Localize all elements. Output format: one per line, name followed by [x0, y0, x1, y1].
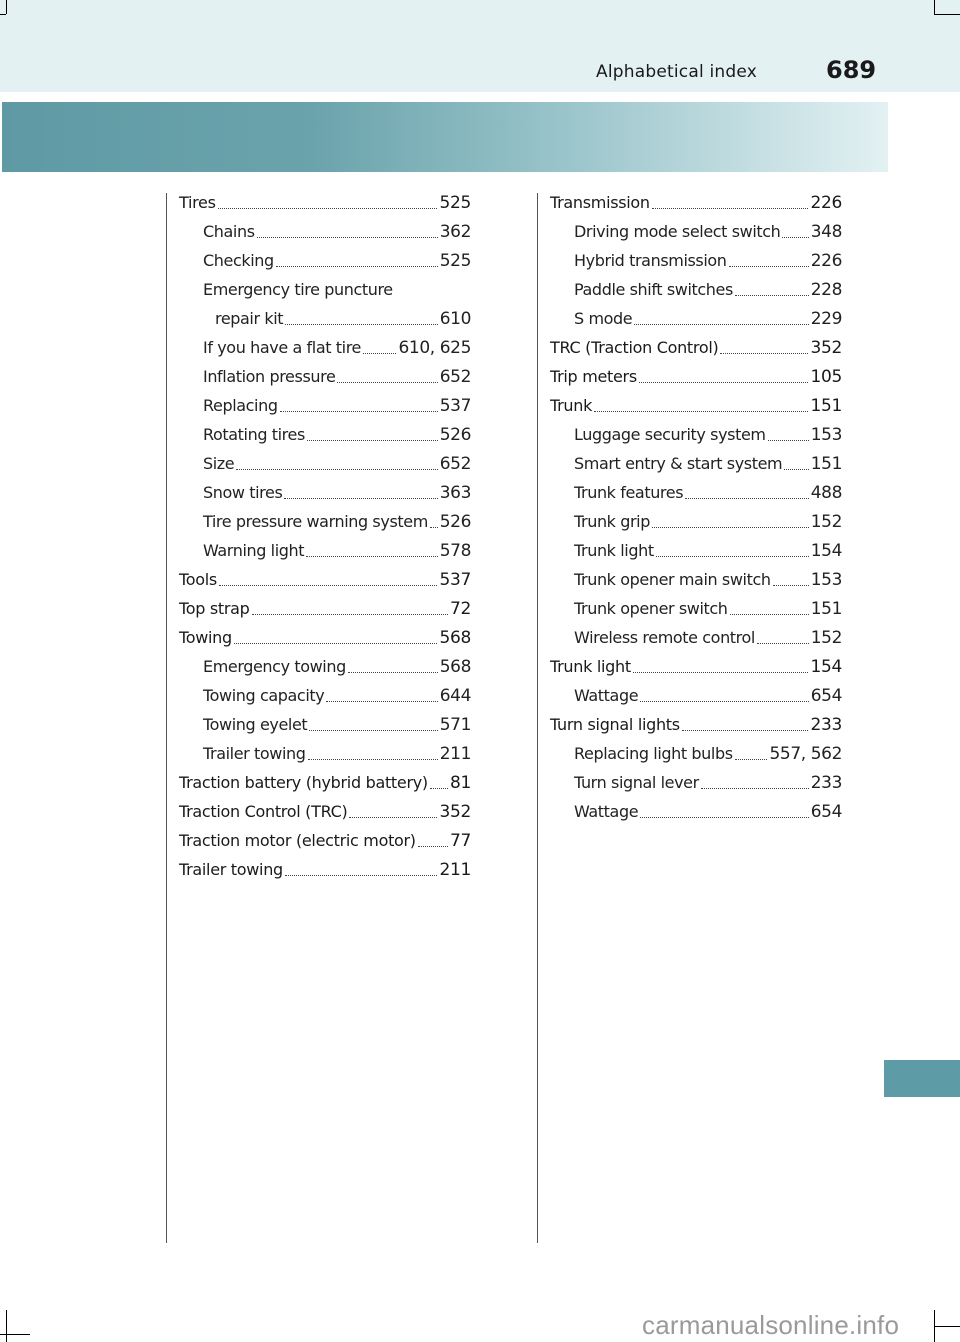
index-subentry: [550, 623, 842, 652]
header-band: [0, 0, 960, 92]
watermark: carmanualsonline.info: [642, 1310, 900, 1340]
entry-term: Paddle shift switches: [574, 280, 733, 299]
index-subentry: [179, 391, 471, 420]
index-subentry: [179, 449, 471, 478]
page-title: Alphabetical index: [596, 62, 757, 82]
entry-term: repair kit: [215, 309, 284, 328]
entry-term: Turn signal lights: [550, 715, 680, 734]
dot-leader: [720, 353, 808, 354]
dot-leader: [640, 817, 809, 818]
dot-leader: [219, 585, 438, 586]
dot-leader: [337, 382, 437, 383]
dot-leader: [782, 237, 808, 238]
crop-mark: [934, 1326, 960, 1327]
index-subentry: [179, 362, 471, 391]
page-reference[interactable]: 568: [439, 657, 471, 677]
dot-leader: [285, 324, 438, 325]
page-reference[interactable]: 233: [810, 773, 842, 793]
entry-term: Tires: [179, 193, 216, 212]
page-reference[interactable]: 226: [810, 251, 842, 271]
index-subentry: [550, 507, 842, 536]
index-entry: [179, 826, 471, 855]
page-reference[interactable]: 348: [810, 222, 842, 242]
index-subentry: [550, 739, 842, 768]
entry-term: Hybrid transmission: [574, 251, 727, 270]
entry-term: Top strap: [179, 599, 250, 618]
index-column-left: [179, 188, 471, 884]
page-reference[interactable]: 211: [439, 860, 471, 880]
entry-term: Trunk: [550, 396, 593, 415]
entry-term: Transmission: [550, 193, 650, 212]
index-column-right: [550, 188, 842, 826]
entry-term: S mode: [574, 309, 633, 328]
dot-leader: [430, 788, 448, 789]
crop-mark: [934, 0, 935, 14]
dot-leader: [234, 643, 438, 644]
index-subentry: [550, 478, 842, 507]
page-reference[interactable]: 525: [439, 251, 471, 271]
dot-leader: [252, 614, 448, 615]
entry-term: Trunk opener main switch: [574, 570, 771, 589]
index-subentry: [179, 681, 471, 710]
entry-term: Trip meters: [550, 367, 637, 386]
index-subentry: [179, 333, 471, 362]
entry-term: Trunk light: [574, 541, 654, 560]
page-reference[interactable]: 152: [810, 628, 842, 648]
page-reference[interactable]: 362: [439, 222, 471, 242]
index-entry: [179, 797, 471, 826]
entry-term: Wattage: [574, 802, 639, 821]
dot-leader: [634, 324, 809, 325]
page-reference[interactable]: 233: [810, 715, 842, 735]
index-subentry: [550, 681, 842, 710]
index-subentry: [179, 507, 471, 536]
entry-term: Towing capacity: [203, 686, 325, 705]
page-reference[interactable]: 537: [439, 396, 471, 416]
index-subentry: [550, 217, 842, 246]
index-subentry: [550, 594, 842, 623]
index-entry: [550, 333, 842, 362]
dot-leader: [348, 672, 438, 673]
entry-term: Wireless remote control: [574, 628, 755, 647]
dot-leader: [768, 440, 809, 441]
dot-leader: [633, 672, 809, 673]
page-reference[interactable]: 526: [439, 512, 471, 532]
index-entry: [550, 391, 842, 420]
page-reference[interactable]: 72: [449, 599, 471, 619]
page-reference[interactable]: 568: [439, 628, 471, 648]
entry-term: Trunk opener switch: [574, 599, 728, 618]
entry-term: Traction battery (hybrid battery): [179, 773, 428, 792]
entry-term: Smart entry & start system: [574, 454, 783, 473]
dot-leader: [218, 208, 438, 209]
entry-term: Emergency towing: [203, 657, 346, 676]
page-reference[interactable]: 571: [439, 715, 471, 735]
entry-term: Traction Control (TRC): [179, 802, 348, 821]
dot-leader: [639, 382, 809, 383]
entry-term: Towing: [179, 628, 232, 647]
entry-term: Emergency tire puncture: [203, 280, 393, 299]
page-reference[interactable]: 610, 625: [398, 338, 471, 358]
dot-leader: [757, 643, 809, 644]
dot-leader: [652, 208, 809, 209]
index-subentry: [550, 449, 842, 478]
entry-term: Traction motor (electric motor): [179, 831, 416, 850]
dot-leader: [349, 817, 437, 818]
index-entry: [179, 188, 471, 217]
dot-leader: [257, 237, 438, 238]
dot-leader: [306, 556, 438, 557]
dot-leader: [285, 875, 438, 876]
entry-term: If you have a flat tire: [203, 338, 361, 357]
crop-mark: [0, 14, 6, 15]
page-reference[interactable]: 211: [439, 744, 471, 764]
index-entry: [179, 768, 471, 797]
dot-leader: [307, 440, 438, 441]
dot-leader: [430, 527, 438, 528]
index-subentry: [179, 275, 471, 304]
entry-term: Trunk features: [574, 483, 684, 502]
crop-mark: [934, 14, 960, 15]
index-entry: [179, 855, 471, 884]
crop-mark: [6, 0, 7, 14]
page-reference[interactable]: 644: [439, 686, 471, 706]
index-subentry: [179, 739, 471, 768]
crop-mark: [934, 1310, 935, 1342]
entry-term: TRC (Traction Control): [550, 338, 719, 357]
section-banner: [2, 102, 888, 172]
entry-term: Replacing light bulbs: [574, 744, 733, 763]
dot-leader: [326, 701, 437, 702]
dot-leader: [682, 730, 809, 731]
page-reference[interactable]: 654: [810, 802, 842, 822]
index-subentry: [550, 246, 842, 275]
dot-leader: [276, 266, 438, 267]
index-subentry: [179, 710, 471, 739]
entry-term: Tools: [179, 570, 217, 589]
page-reference[interactable]: 363: [439, 483, 471, 503]
entry-term: Size: [203, 454, 235, 473]
index-subentry: [550, 797, 842, 826]
dot-leader: [308, 759, 438, 760]
page-reference[interactable]: 151: [810, 454, 842, 474]
page-reference[interactable]: 537: [439, 570, 471, 590]
dot-leader: [363, 353, 396, 354]
dot-leader: [685, 498, 809, 499]
page-reference[interactable]: 77: [449, 831, 471, 851]
dot-leader: [784, 469, 809, 470]
page-reference[interactable]: 352: [810, 338, 842, 358]
index-subentry: [179, 304, 471, 333]
page-reference[interactable]: 153: [810, 425, 842, 445]
page-reference[interactable]: 154: [810, 541, 842, 561]
page-reference[interactable]: 151: [810, 599, 842, 619]
page-reference[interactable]: 652: [439, 367, 471, 387]
index-subentry: [179, 652, 471, 681]
index-subentry: [550, 420, 842, 449]
page-reference[interactable]: 652: [439, 454, 471, 474]
dot-leader: [284, 498, 437, 499]
index-subentry: [179, 246, 471, 275]
page-reference[interactable]: 526: [439, 425, 471, 445]
dot-leader: [773, 585, 809, 586]
entry-term: Towing eyelet: [203, 715, 308, 734]
page-reference[interactable]: 352: [439, 802, 471, 822]
entry-term: Turn signal lever: [574, 773, 699, 792]
dot-leader: [418, 846, 448, 847]
entry-term: Rotating tires: [203, 425, 305, 444]
page-reference[interactable]: 153: [810, 570, 842, 590]
index-subentry: [179, 478, 471, 507]
dot-leader: [280, 411, 438, 412]
index-subentry: [179, 536, 471, 565]
entry-term: Warning light: [203, 541, 305, 560]
page-reference[interactable]: 154: [810, 657, 842, 677]
dot-leader: [309, 730, 437, 731]
page-reference[interactable]: 578: [439, 541, 471, 561]
page-number: 689: [826, 56, 877, 84]
entry-term: Inflation pressure: [203, 367, 336, 386]
dot-leader: [236, 469, 438, 470]
index-subentry: [550, 565, 842, 594]
dot-leader: [730, 614, 809, 615]
page-reference[interactable]: 525: [439, 193, 471, 213]
index-subentry: [179, 217, 471, 246]
index-subentry: [550, 304, 842, 333]
dot-leader: [640, 701, 809, 702]
entry-term: Driving mode select switch: [574, 222, 781, 241]
entry-term: Tire pressure warning system: [203, 512, 428, 531]
column-divider-middle: [537, 193, 538, 1243]
page-reference[interactable]: 228: [810, 280, 842, 300]
page-reference[interactable]: 488: [810, 483, 842, 503]
entry-term: Trunk light: [550, 657, 631, 676]
entry-term: Snow tires: [203, 483, 283, 502]
index-subentry: [550, 536, 842, 565]
entry-term: Chains: [203, 222, 255, 241]
dot-leader: [701, 788, 809, 789]
index-entry: [550, 710, 842, 739]
dot-leader: [735, 759, 768, 760]
chapter-tab[interactable]: [884, 1060, 960, 1097]
entry-term: Trailer towing: [203, 744, 306, 763]
page-reference[interactable]: 105: [810, 367, 842, 387]
dot-leader: [652, 527, 809, 528]
index-entry: [179, 623, 471, 652]
crop-mark: [6, 1310, 7, 1342]
page-reference[interactable]: 229: [810, 309, 842, 329]
dot-leader: [594, 411, 808, 412]
entry-term: Wattage: [574, 686, 639, 705]
index-subentry: [550, 275, 842, 304]
crop-mark: [0, 1334, 30, 1335]
index-subentry: [550, 768, 842, 797]
index-entry: [550, 652, 842, 681]
page-reference[interactable]: 610: [439, 309, 471, 329]
dot-leader: [729, 266, 809, 267]
page-reference[interactable]: 81: [449, 773, 471, 793]
page-reference[interactable]: 654: [810, 686, 842, 706]
entry-term: Trailer towing: [179, 860, 283, 879]
entry-term: Trunk grip: [574, 512, 650, 531]
index-entry: [179, 594, 471, 623]
page-reference[interactable]: 152: [810, 512, 842, 532]
index-entry: [179, 565, 471, 594]
entry-term: Replacing: [203, 396, 278, 415]
dot-leader: [656, 556, 809, 557]
entry-term: Luggage security system: [574, 425, 766, 444]
page-reference[interactable]: 557, 562: [769, 744, 842, 764]
index-entry: [550, 362, 842, 391]
entry-term: Checking: [203, 251, 274, 270]
index-entry: [550, 188, 842, 217]
column-divider-left: [166, 193, 167, 1243]
index-subentry: [179, 420, 471, 449]
page-reference[interactable]: 151: [810, 396, 842, 416]
page-reference[interactable]: 226: [810, 193, 842, 213]
dot-leader: [735, 295, 809, 296]
